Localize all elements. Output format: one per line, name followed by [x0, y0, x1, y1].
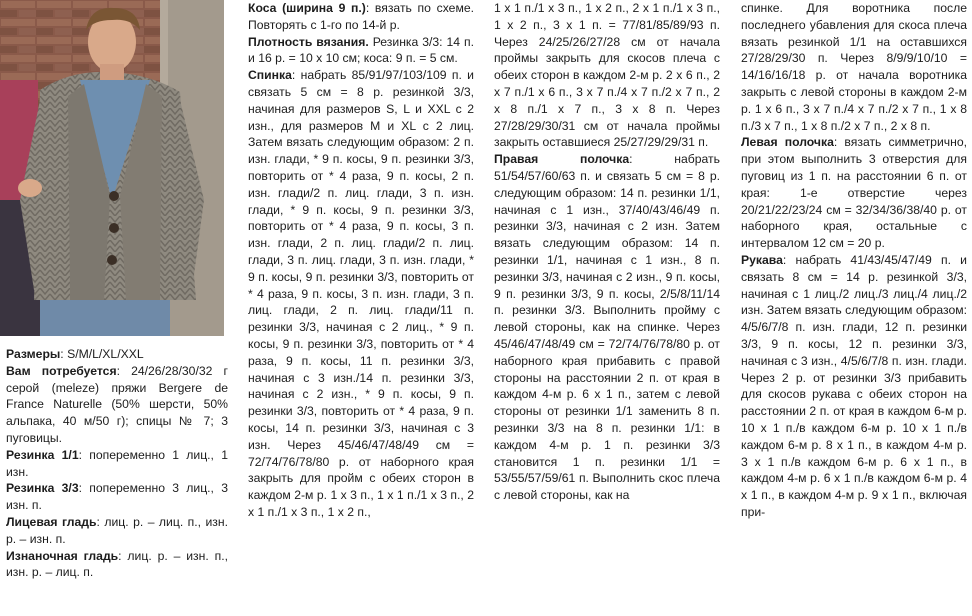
term: Левая полочка — [741, 135, 834, 150]
paragraph — [741, 134, 967, 252]
definition: : 24/26/28/30/32 г серой (meleze) пряжи Bergere de France Naturelle (50% шерсти, 50% альпака, 40 м/50 г); спицы № 7; 3 пуговицы. — [6, 363, 228, 445]
paragraph — [6, 548, 228, 582]
paragraph — [6, 346, 228, 363]
definition: спинке. Для воротника после последнего убавления для скоса плеча вязать резинкой 1/1 на оставшихся 27/28/29/30 п. Через 8/9/9/10/10 = 14/16/16/18 р. от начала воротника закрыть с левой стороны в каждом 2-м р. 1 х 6 п., 3 х 7 п./4 х 7 п./2 х 7 п., 1 х 8 п./3 х 7 п., 1 х 8 п./2 х 7 п., 2 х 8 п. — [741, 1, 967, 133]
column-2 — [248, 0, 474, 616]
definition: : попеременно 3 лиц., 3 изн. п. — [6, 481, 228, 513]
term: Размеры — [6, 347, 61, 361]
paragraph — [741, 252, 967, 521]
paragraph — [741, 0, 967, 134]
term: Правая полочка — [494, 152, 630, 167]
paragraph — [494, 0, 720, 151]
column-4 — [741, 0, 967, 616]
paragraph — [494, 151, 720, 504]
term: Спинка — [248, 68, 292, 83]
definition: : набрать 41/43/45/47/49 п. и связать 8 см = 14 р. резинкой 3/3, начиная с 1 лиц./2 лиц./3 лиц./4 лиц./2 изн. Затем вязать следующим образом: 4/5/6/7/8 п. изн. глади, 12 п. резинки 3/3, 9 п. косы, 12 п. резинки 3/3, начиная с 3 изн., 4/5/6/7/8 п. изн. глади. Через 2 р. от резинки 3/3 прибавить для скосов рукава с обеих сторон на расстоянии 2 п. от края в каждом 6-м р. 10 х 1 п./в каждом 6-м р. 10 х 1 п./в каждом 6-м р. 8 х 1 п., в каждом 4-м р. 3 х 1 п./в каждом 6-м р. 6 х 1 п., в каждом 4-м р. 6 х 1 п./в каждом 6-м р. 4 х 1 п., в каждом 4-м р. 9 х 1 п., включая при- — [741, 252, 967, 519]
paragraph — [6, 363, 228, 447]
paragraph — [248, 67, 474, 521]
definition: : вязать симметрично, при этом выполнить 3 отверстия для пуговиц из 1 п. на расстоянии 6 п. от края: 1-е отверстие через 20/21/22/23/24 см = 32/34/36/38/40 р. от наборного края, остальные с интервалом 12 см = 20 р. — [741, 135, 967, 251]
paragraph — [6, 447, 228, 481]
definition: : попеременно 1 лиц., 1 изн. — [6, 447, 228, 479]
term: Плотность вязания. — [248, 34, 369, 49]
definition: : S/M/L/XL/XXL — [60, 347, 144, 361]
definition: : вязать по схеме. Повторять с 1-го по 14-й р. — [248, 1, 474, 32]
paragraph — [6, 480, 228, 514]
term: Изнаночная гладь — [6, 548, 119, 563]
column-3 — [494, 0, 720, 616]
term: Лицевая гладь — [6, 514, 97, 529]
definition: Резинка 3/3: 14 п. и 16 р. = 10 х 10 см; коса: 9 п. = 5 см. — [248, 34, 474, 66]
cardigan-model-illustration — [0, 0, 224, 336]
definition: : лиц. р. – лиц. п., изн. р. – изн. п. — [6, 514, 228, 546]
model-photo — [0, 0, 224, 336]
term: Вам потребуется — [6, 363, 117, 378]
definition: : набрать 51/54/57/60/63 п. и связать 5 см = 8 р. следующим образом: 14 п. резинки 1/1, начиная с 1 изн., 37/40/43/46/49 п. резинки 3/3, начиная с 2 изн. Затем вязать следующим образом: 14 п. резинки 1/1, начиная с 1 изн., 8 п. резинки 3/3, начиная с 2 изн., 9 п. косы, 9 п. резинки 3/3, 9 п. косы, 2/5/8/11/14 п. резинки 3/3. Выполнить пройму с левой стороны, как на спинке. Через 45/46/47/48/49 см = 72/74/76/78/80 р. от наборного края прибавить с правой стороны на расстоянии 2 п. от края в каждом 4-м р. 6 х 1 п., затем с левой стороны от резинки 1/1 заменить 8 п. резинки 3/3 на 8 п. резинки 1/1: в каждом 4-м р. 1 п. резинки 3/3 становится 1 п. резинки 1/1 = 53/55/57/59/61 п. Выполнить скос плеча с левой стороны, как на — [494, 152, 720, 503]
term: Рукава — [741, 252, 783, 267]
paragraph — [248, 0, 474, 34]
term: Резинка 1/1 — [6, 447, 79, 462]
paragraph — [248, 34, 474, 68]
definition: : лиц. р. – изн. п., изн. р. – лиц. п. — [6, 548, 228, 580]
paragraph — [6, 514, 228, 548]
column-1 — [6, 346, 228, 616]
term: Коса (ширина 9 п.) — [248, 1, 366, 15]
definition: 1 х 1 п./1 х 3 п., 1 х 2 п., 2 х 1 п./1 х 3 п., 1 х 2 п., 3 х 1 п. = 77/81/85/89/93 п. Через 24/25/26/27/28 см от начала проймы закрыть для скосов плеча с обеих сторон в каждом 2-м р. 2 х 6 п., 2 х 7 п./1 х 6 п., 3 х 7 п./4 х 7 п./2 х 7 п., 2 х 8 п./1 х 7 п., 3 х 8 п. Через 27/28/29/30/31 см от начала проймы закрыть оставшиеся 25/27/29/29/31 п. — [494, 1, 720, 150]
definition: : набрать 85/91/97/103/109 п. и связать 5 см = 8 р. резинкой 3/3, начиная для размеров S, L и XXL с 2 изн., для размеров M и XL с 2 лиц. Затем вязать следующим образом: 2 п. изн. глади, * 9 п. косы, 9 п. резинки 3/3, повторить от * 4 раза, 9 п. косы, 2 п. изн. глади/2 п. лиц. глади, 3 п. изн. глади, * 9 п. косы, 9 п. резинки 3/3, повторить от * 4 раза, 9 п. косы, 3 п. изн. глади, 2 п. лиц. глади/2 п. лиц. глади, 3 п. лиц. глади, 3 п. изн. глади, * 9 п. косы, 9 п. резинки 3/3, повторить от * 4 раза, 9 п. косы, 3 п. изн. глади, 3 п. лиц. глади, 2 п. лиц. глади/11 п. резинки 3/3, начиная с 2 лиц., * 9 п. косы, 9 п. резинки 3/3, повторить от * 4 раза, 9 п. косы, 11 п. резинки 3/3, начиная с 3 изн./14 п. резинки 3/3, начиная с 2 изн., * 9 п. косы, 9 п. резинки 3/3, повторить от * 4 раза, 9 п. косы, 14 п. резинки 3/3, начиная с 3 изн. Через 45/46/47/48/49 см = 72/74/76/78/80 р. от наборного края закрыть для пройм с обеих сторон в каждом 2-м р. 1 х 3 п., 1 х 1 п./1 х 3 п., 2 х 1 п./1 х 3 п., 1 х 2 п., — [248, 68, 474, 519]
term: Резинка 3/3 — [6, 481, 79, 496]
